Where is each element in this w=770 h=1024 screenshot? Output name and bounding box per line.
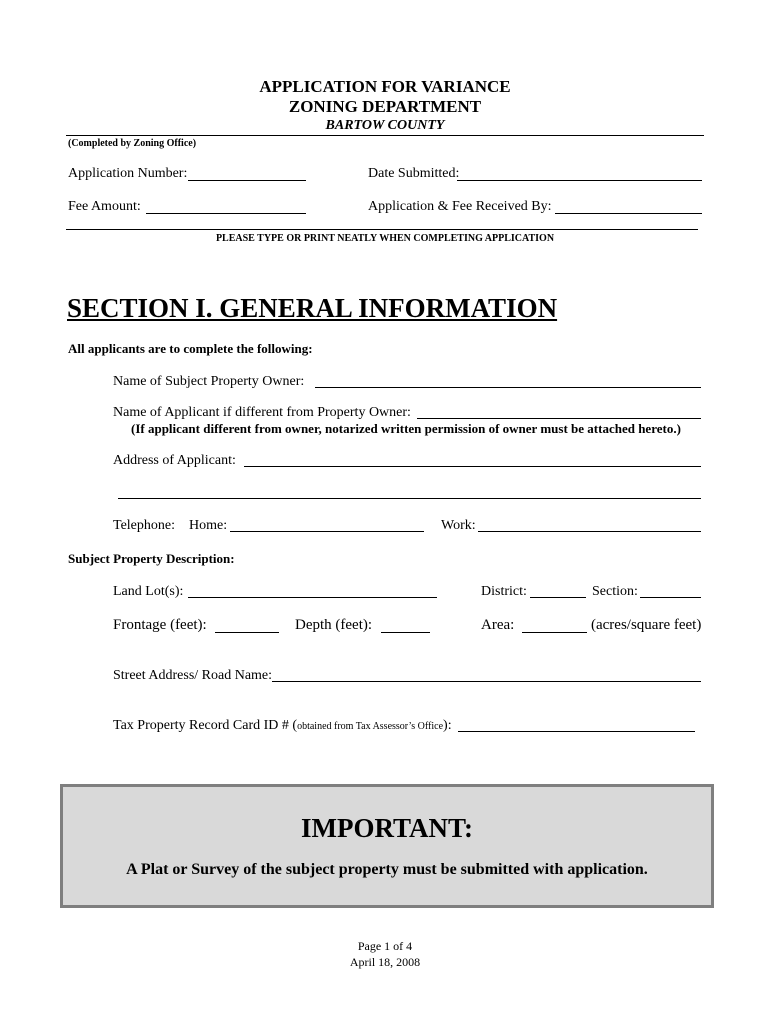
tax-card-field[interactable] bbox=[458, 731, 695, 732]
street-address-field[interactable] bbox=[272, 681, 701, 682]
application-number-field[interactable] bbox=[188, 180, 306, 181]
page-number: Page 1 of 4 bbox=[357, 939, 413, 953]
work-phone-field[interactable] bbox=[478, 531, 701, 532]
frontage-label: Frontage (feet): bbox=[113, 617, 207, 633]
street-address-label: Street Address/ Road Name: bbox=[113, 668, 273, 683]
county-name: BARTOW COUNTY bbox=[325, 118, 445, 133]
important-text: A Plat or Survey of the subject property must be submitted with application. bbox=[126, 861, 648, 878]
fee-amount-field[interactable] bbox=[146, 213, 306, 214]
applicant-name-label: Name of Applicant if different from Property Owner: bbox=[113, 405, 411, 420]
depth-label: Depth (feet): bbox=[295, 617, 373, 633]
tax-card-label-end: ): bbox=[443, 718, 452, 733]
district-label: District: bbox=[481, 584, 527, 599]
frontage-field[interactable] bbox=[215, 632, 279, 633]
print-instruction: PLEASE TYPE OR PRINT NEATLY WHEN COMPLETING APPLICATION bbox=[215, 233, 555, 244]
section-label: Section: bbox=[592, 584, 638, 599]
property-description-heading: Subject Property Description: bbox=[68, 551, 235, 566]
property-owner-field[interactable] bbox=[315, 387, 701, 388]
revision-date: April 18, 2008 bbox=[349, 955, 421, 969]
office-use-rule bbox=[66, 229, 698, 230]
applicant-note: (If applicant different from owner, notarized written permission of owner must be attached hereto.) bbox=[131, 421, 681, 436]
area-field[interactable] bbox=[522, 632, 587, 633]
header-rule bbox=[66, 135, 704, 136]
work-phone-label: Work: bbox=[441, 518, 476, 533]
home-phone-field[interactable] bbox=[230, 531, 424, 532]
tax-card-label bbox=[113, 718, 452, 734]
property-owner-label: Name of Subject Property Owner: bbox=[113, 374, 305, 389]
received-by-field[interactable] bbox=[555, 213, 702, 214]
applicant-name-field[interactable] bbox=[417, 418, 701, 419]
district-field[interactable] bbox=[530, 597, 586, 598]
tax-card-source: obtained from Tax Assessor’s Office bbox=[297, 721, 444, 732]
fee-amount-label: Fee Amount: bbox=[68, 199, 141, 214]
land-lots-field[interactable] bbox=[188, 597, 437, 598]
form-title: APPLICATION FOR VARIANCE bbox=[259, 77, 511, 96]
area-units-label: (acres/square feet) bbox=[591, 617, 702, 633]
land-lots-label: Land Lot(s): bbox=[113, 584, 184, 599]
section-field[interactable] bbox=[640, 597, 701, 598]
telephone-label: Telephone: bbox=[113, 518, 175, 533]
important-notice-box bbox=[60, 784, 714, 908]
applicant-address-field[interactable] bbox=[244, 466, 701, 467]
application-number-label: Application Number: bbox=[68, 166, 188, 181]
date-submitted-label: Date Submitted: bbox=[368, 166, 460, 181]
area-label: Area: bbox=[481, 617, 515, 633]
office-use-note: (Completed by Zoning Office) bbox=[68, 138, 197, 149]
tax-card-label-text: Tax Property Record Card ID # ( bbox=[113, 718, 298, 733]
depth-field[interactable] bbox=[381, 632, 430, 633]
section-intro: All applicants are to complete the following: bbox=[68, 341, 313, 356]
home-phone-label: Home: bbox=[189, 518, 228, 533]
section-heading: SECTION I. GENERAL INFORMATION bbox=[67, 293, 558, 323]
important-heading: IMPORTANT: bbox=[300, 813, 474, 843]
applicant-address-field-2[interactable] bbox=[118, 498, 701, 499]
department-name: ZONING DEPARTMENT bbox=[288, 97, 482, 116]
applicant-address-label: Address of Applicant: bbox=[113, 453, 236, 468]
date-submitted-field[interactable] bbox=[457, 180, 702, 181]
received-by-label: Application & Fee Received By: bbox=[368, 199, 552, 214]
